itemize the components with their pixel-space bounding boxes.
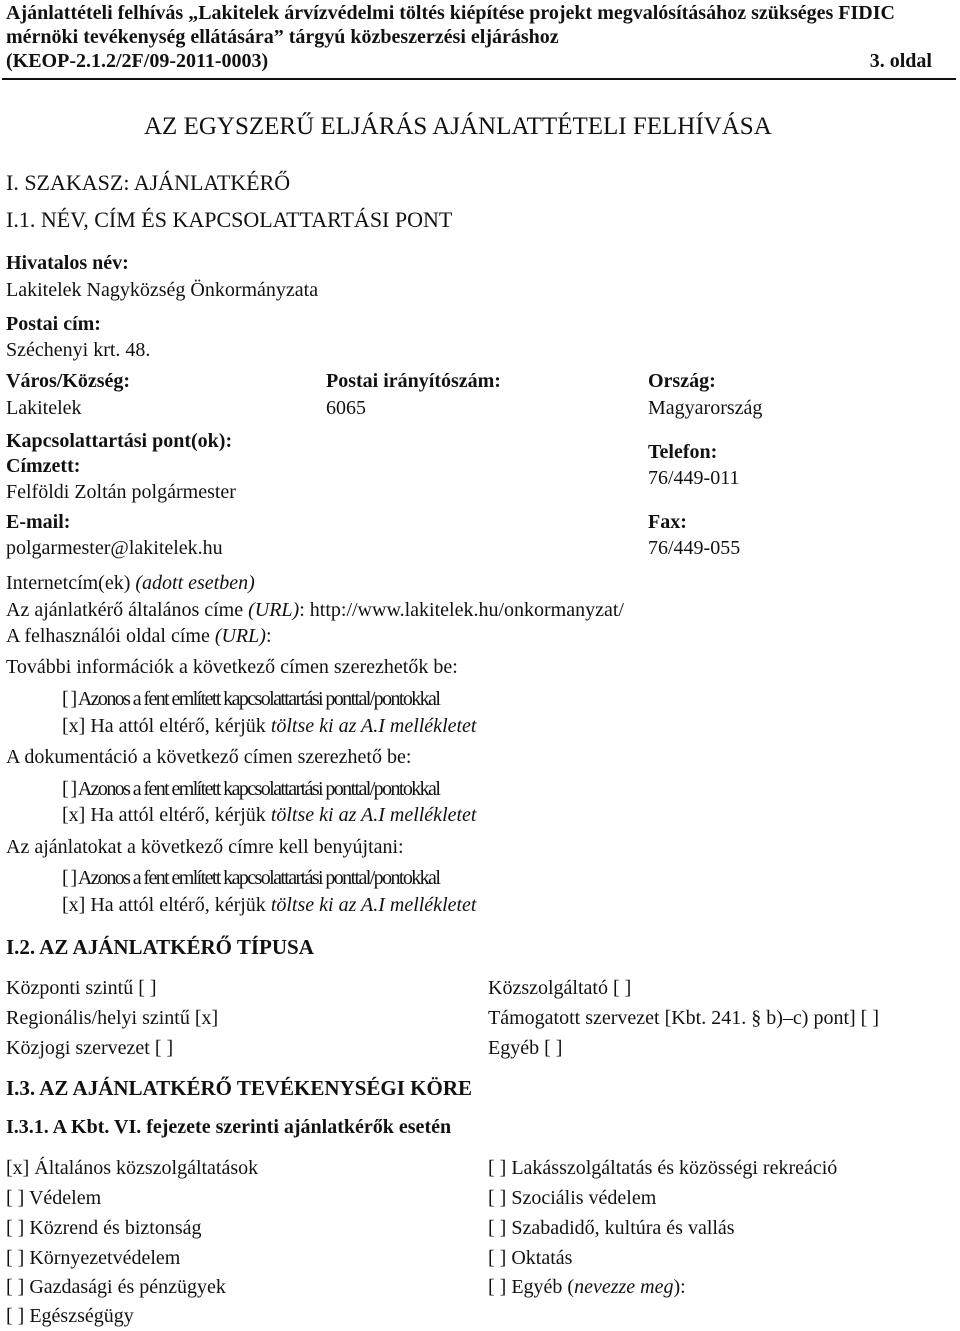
documentation-option-same: [ ] Azonos a fent említett kapcsolattartási ponttal/pontokkal [62,778,440,800]
activity-right-2: [ ] Szociális védelem [488,1187,657,1209]
subsection-title: I.1. NÉV, CÍM ÉS KAPCSOLATTARTÁSI PONT [6,207,453,232]
activity-left-5: [ ] Gazdasági és pénzügyek [6,1276,226,1298]
contracting-authority-type-title: I.2. AZ AJÁNLATKÉRŐ TÍPUSA [6,935,314,959]
authority-type-left-1: Központi szintű [ ] [6,977,157,999]
activity-right-1: [ ] Lakásszolgáltatás és közösségi rekreáció [488,1157,838,1179]
email-label: E-mail: [6,511,71,533]
option-different-italic: töltse ki az A.I [270,715,385,737]
option-different-prefix: [x] Ha attól eltérő, kérjük [62,894,266,916]
authority-type-left-3: Közjogi szervezet [ ] [6,1037,174,1059]
activity-other-prefix: [ ] Egyéb ( [488,1276,575,1298]
user-url-prefix: A felhasználói oldal címe [6,625,210,647]
activity-right-3: [ ] Szabadidő, kultúra és vallás [488,1217,735,1239]
option-different-suffix: mellékletet [389,804,477,826]
authority-type-right-2: Támogatott szervezet [Kbt. 241. § b)–c) pont] [ ] [488,1007,879,1029]
option-different-prefix: [x] Ha attól eltérő, kérjük [62,715,266,737]
activity-left-2: [ ] Védelem [6,1187,102,1209]
activity-left-3: [ ] Közrend és biztonság [6,1217,202,1239]
country-value: Magyarország [648,397,763,419]
option-different-suffix: mellékletet [389,715,477,737]
activity-right-4: [ ] Oktatás [488,1247,573,1269]
option-different-suffix: mellékletet [389,894,477,916]
page-number: 3. oldal [869,50,932,72]
general-url-prefix: Az ajánlatkérő általános címe [6,599,244,621]
addressee-value: Felföldi Zoltán polgármester [6,481,236,503]
activity-other-italic: nevezze meg [574,1276,674,1298]
internet-address-label: Internetcím(ek) [6,572,131,594]
activity-other-suffix: ): [673,1276,686,1298]
internet-address-note: (adott esetben) [135,572,255,594]
zip-label: Postai irányítószám: [326,370,501,392]
more-info-option-same: [ ] Azonos a fent említett kapcsolattartási ponttal/pontokkal [62,688,440,710]
authority-type-left-2: Regionális/helyi szintű [x] [6,1007,219,1029]
contact-point-label: Kapcsolattartási pont(ok): [6,430,233,452]
documentation-option-different [62,804,477,827]
zip-value: 6065 [326,397,366,419]
phone-label: Telefon: [648,441,718,463]
general-url-tag: (URL) [248,599,300,621]
phone-value: 76/449-011 [648,467,740,489]
general-url-value[interactable]: : http://www.lakitelek.hu/onkormanyzat/ [299,599,624,621]
authority-type-right-1: Közszolgáltató [ ] [488,977,632,999]
header-line-1: Ajánlattételi felhívás „Lakitelek árvízvédelmi töltés kiépítése projekt megvalósításához szükséges FIDIC [6,2,895,24]
city-label: Város/Község: [6,370,131,392]
header-code: (KEOP-2.1.2/2F/09-2011-0003) [6,50,269,72]
general-url-line [6,599,624,622]
addressee-label: Címzett: [6,455,81,477]
activity-left-6: [ ] Egészségügy [6,1305,134,1327]
city-value: Lakitelek [6,397,82,419]
fax-label: Fax: [648,511,687,533]
documentation-heading: A dokumentáció a következő címen szerezhető be: [6,746,412,768]
document-title: AZ EGYSZERŰ ELJÁRÁS AJÁNLATTÉTELI FELHÍVÁSA [144,113,772,140]
authority-type-right-3: Egyéb [ ] [488,1037,563,1059]
fax-value: 76/449-055 [648,537,741,559]
email-value: polgarmester@lakitelek.hu [6,537,223,559]
section-title: I. SZAKASZ: AJÁNLATKÉRŐ [6,170,291,195]
official-name-value: Lakitelek Nagyközség Önkormányzata [6,279,319,301]
option-different-italic: töltse ki az A.I [270,894,385,916]
activity-scope-subtitle: I.3.1. A Kbt. VI. fejezete szerinti ajánlatkérők esetén [6,1116,452,1138]
submission-option-different [62,894,477,917]
user-url-line [6,625,272,648]
user-url-suffix: : [265,625,272,647]
option-different-prefix: [x] Ha attól eltérő, kérjük [62,804,266,826]
postal-address-value: Széchenyi krt. 48. [6,339,151,361]
activity-scope-title: I.3. AZ AJÁNLATKÉRŐ TEVÉKENYSÉGI KÖRE [6,1076,472,1100]
official-name-label: Hivatalos név: [6,252,129,274]
submission-option-same: [ ] Azonos a fent említett kapcsolattartási ponttal/pontokkal [62,867,440,889]
header-divider [2,78,956,80]
activity-left-4: [ ] Környezetvédelem [6,1247,181,1269]
activity-left-1: [x] Általános közszolgáltatások [6,1157,259,1179]
more-info-heading: További információk a következő címen szerezhetők be: [6,656,458,678]
header-line-2: mérnöki tevékenység ellátására” tárgyú közbeszerzési eljáráshoz [6,26,559,48]
user-url-tag: (URL) [214,625,266,647]
activity-right-other [488,1276,686,1299]
option-different-italic: töltse ki az A.I [270,804,385,826]
country-label: Ország: [648,370,716,392]
submission-heading: Az ajánlatokat a következő címre kell benyújtani: [6,836,404,858]
more-info-option-different [62,715,477,738]
internet-address-line [6,572,255,595]
postal-address-label: Postai cím: [6,313,101,335]
